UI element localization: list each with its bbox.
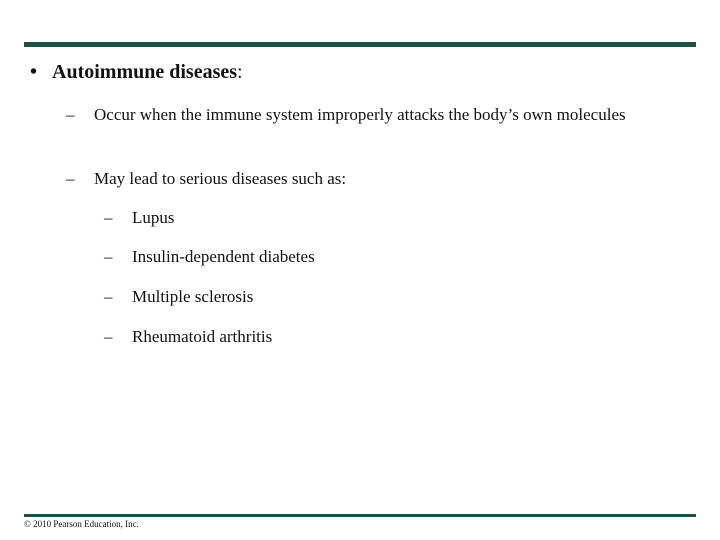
example-item-rheumatoid-arthritis [104, 326, 272, 347]
example-marker: – [104, 247, 113, 266]
bullet-marker: • [30, 61, 38, 83]
example-marker: – [104, 287, 113, 306]
main-bullet-title: Autoimmune diseases [52, 61, 238, 83]
sub-bullet-marker: – [66, 169, 75, 188]
main-bullet [30, 59, 243, 85]
sub-bullet-diseases [66, 168, 654, 189]
bottom-divider [24, 514, 696, 517]
main-bullet-suffix: : [237, 61, 243, 83]
example-marker: – [104, 208, 113, 227]
example-marker: – [104, 327, 113, 346]
sub-bullet-text: May lead to serious diseases such as: [94, 169, 347, 188]
sub-bullet-text: Occur when the immune system improperly attacks the body’s own molecules [94, 105, 626, 124]
example-item-multiple-sclerosis [104, 286, 253, 307]
example-text: Rheumatoid arthritis [132, 327, 273, 346]
example-text: Multiple sclerosis [132, 287, 254, 306]
sub-bullet-definition [66, 104, 654, 125]
example-text: Insulin-dependent diabetes [132, 247, 315, 266]
example-item-lupus [104, 207, 175, 228]
sub-bullet-marker: – [66, 105, 75, 124]
example-text: Lupus [132, 208, 175, 227]
example-item-diabetes [104, 246, 315, 267]
copyright-footer: © 2010 Pearson Education, Inc. [24, 519, 139, 529]
